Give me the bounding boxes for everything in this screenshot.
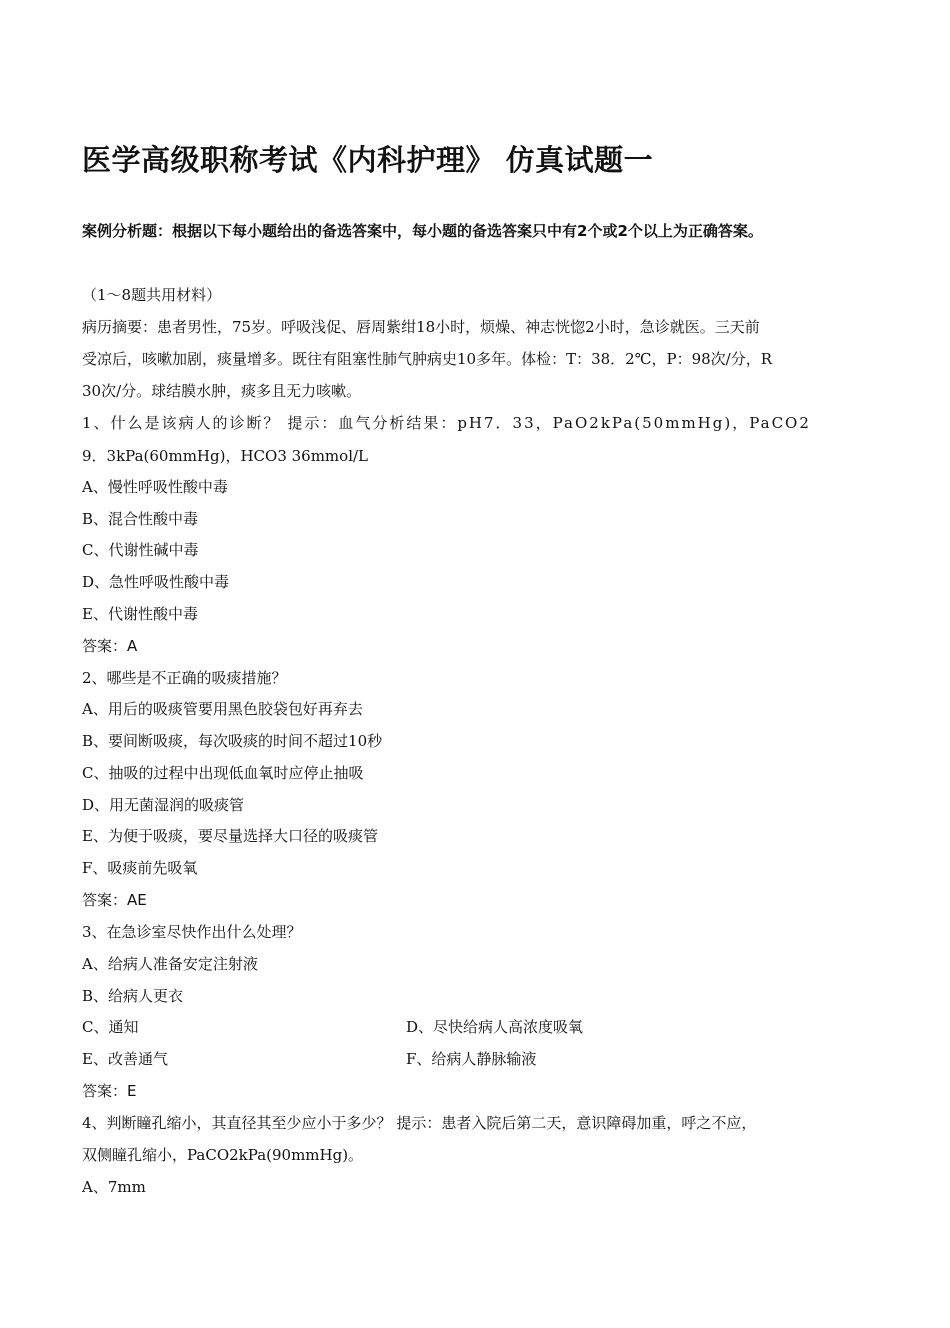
q1-stem-line-2: 9．3kPa(60mmHg)，HCO3 36mmol/L	[82, 447, 369, 465]
q3-option-a: A、给病人准备安定注射液	[82, 955, 258, 973]
q2-option-c: C、抽吸的过程中出现低血氧时应停止抽吸	[82, 764, 364, 782]
q1-option-c: C、代谢性碱中毒	[82, 541, 199, 559]
q2-option-a: A、用后的吸痰管要用黑色胶袋包好再弃去	[82, 700, 363, 718]
q1-option-e: E、代谢性酸中毒	[82, 605, 198, 623]
document-title: 医学高级职称考试《内科护理》 仿真试题一	[82, 143, 654, 177]
q3-option-f: F、给病人静脉输液	[406, 1050, 537, 1068]
q1-option-d: D、急性呼吸性酸中毒	[82, 573, 230, 591]
q3-answer: 答案：E	[82, 1082, 137, 1100]
q4-option-a: A、7mm	[82, 1178, 146, 1196]
q3-stem: 3、在急诊室尽快作出什么处理？	[82, 923, 302, 941]
q2-stem: 2、哪些是不正确的吸痰措施？	[82, 669, 287, 687]
q2-option-f: F、吸痰前先吸氧	[82, 859, 198, 877]
q3-option-e: E、改善通气	[82, 1050, 168, 1068]
material-line-3: 30次/分。球结膜水肿，痰多且无力咳嗽。	[82, 382, 362, 400]
material-line-1: 病历摘要：患者男性，75岁。呼吸浅促、唇周紫绀18小时，烦燥、神志恍惚2小时，急诊就医。三天前	[82, 318, 760, 336]
material-line-2: 受凉后，咳嗽加剧，痰量增多。既往有阻塞性肺气肿病史10多年。体检：T：38．2℃，P：98次/分，R	[82, 350, 773, 368]
q1-option-b: B、混合性酸中毒	[82, 510, 199, 528]
q2-option-d: D、用无菌湿润的吸痰管	[82, 796, 245, 814]
instruction-text: 案例分析题：根据以下每小题给出的备选答案中，每小题的备选答案只中有2个或2个以上为正确答案。	[82, 222, 763, 240]
q4-stem-line-2: 双侧瞳孔缩小，PaCO2kPa(90mmHg)。	[82, 1146, 364, 1164]
q2-option-e: E、为便于吸痰，要尽量选择大口径的吸痰管	[82, 827, 378, 845]
q1-answer: 答案：A	[82, 637, 138, 655]
q1-stem-line-1: 1、什么是该病人的诊断？ 提示：血气分析结果：pH7．33，PaO2kPa(50mmHg)，PaCO2	[82, 414, 811, 432]
q2-option-b: B、要间断吸痰，每次吸痰的时间不超过10秒	[82, 732, 383, 750]
q1-option-a: A、慢性呼吸性酸中毒	[82, 478, 228, 496]
q3-option-b: B、给病人更衣	[82, 987, 184, 1005]
q4-stem-line-1: 4、判断瞳孔缩小，其直径其至少应小于多少？ 提示：患者入院后第二天，意识障碍加重，呼之不应，	[82, 1114, 757, 1132]
q2-answer: 答案：AE	[82, 891, 147, 909]
material-label: （1～8题共用材料）	[82, 286, 222, 304]
q3-option-d: D、尽快给病人高浓度吸氧	[406, 1018, 584, 1036]
q3-option-c: C、通知	[82, 1018, 139, 1036]
